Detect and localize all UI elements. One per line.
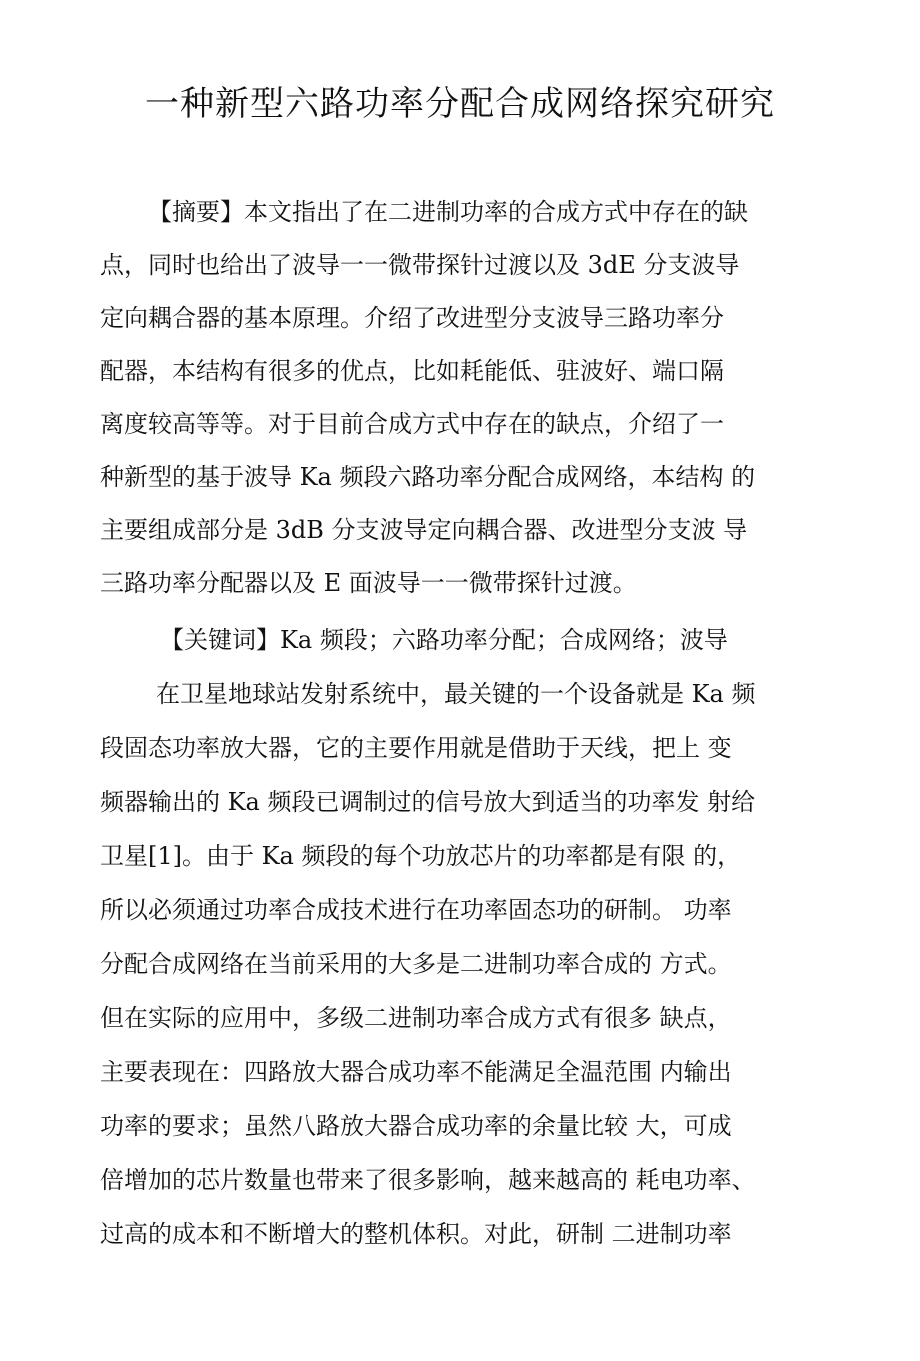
body-line: 但在实际的应用中，多级二进制功率合成方式有很多 缺点， — [100, 1004, 732, 1032]
body-line: 段固态功率放大器，它的主要作用就是借助于天线，把上 变 — [100, 734, 732, 762]
abstract-line: 定向耦合器的基本原理。介绍了改进型分支波导三路功率分 — [100, 304, 724, 332]
body-line: 在卫星地球站发射系统中，最关键的一个设备就是 Ka 频 — [156, 680, 756, 708]
body-line: 分配合成网络在当前采用的大多是二进制功率合成的 方式。 — [100, 950, 732, 978]
abstract-line: 点，同时也给出了波导一一微带探针过渡以及 3dE 分支波导 — [100, 251, 740, 279]
body-line: 功率的要求；虽然八路放大器合成功率的余量比较 大，可成 — [100, 1112, 732, 1140]
body-line: 主要表现在：四路放大器合成功率不能满足全温范围 内输出 — [100, 1058, 732, 1086]
abstract-line: 三路功率分配器以及 E 面波导一一微带探针过渡。 — [100, 569, 637, 597]
document-title: 一种新型六路功率分配合成网络探究研究 — [145, 84, 775, 124]
body-line: 过高的成本和不断增大的整机体积。对此，研制 二进制功率 — [100, 1220, 732, 1248]
abstract-line: 【摘要】本文指出了在二进制功率的合成方式中存在的缺 — [148, 198, 748, 226]
abstract-line: 离度较高等等。对于目前合成方式中存在的缺点，介绍了一 — [100, 410, 724, 438]
body-line: 倍增加的芯片数量也带来了很多影响，越来越高的 耗电功率、 — [100, 1166, 756, 1194]
abstract-line: 种新型的基于波导 Ka 频段六路功率分配合成网络，本结构 的 — [100, 463, 756, 491]
body-line: 所以必须通过功率合成技术进行在功率固态功的研制。 功率 — [100, 896, 732, 924]
keywords-line: 【关键词】Ka 频段；六路功率分配；合成网络；波导 — [160, 626, 728, 654]
abstract-line: 主要组成部分是 3dB 分支波导定向耦合器、改进型分支波 导 — [100, 516, 748, 544]
body-line: 卫星[1]。由于 Ka 频段的每个功放芯片的功率都是有限 的， — [100, 842, 742, 870]
abstract-line: 配器，本结构有很多的优点，比如耗能低、驻波好、端口隔 — [100, 357, 724, 385]
body-line: 频器输出的 Ka 频段已调制过的信号放大到适当的功率发 射给 — [100, 788, 756, 816]
